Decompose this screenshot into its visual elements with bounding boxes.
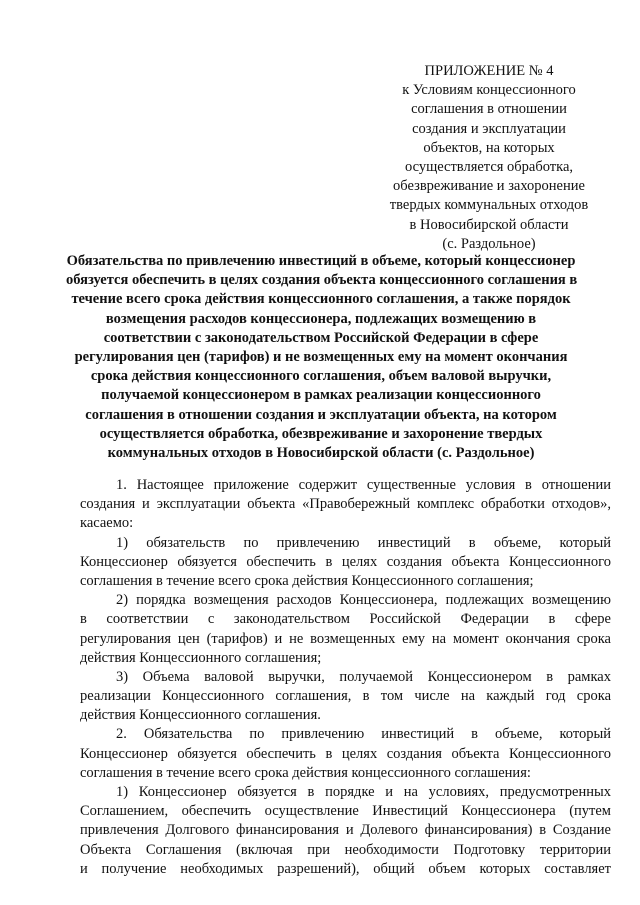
text-line: привлечения Долгового финансирования и Долевого финансирования) в Создание (80, 822, 611, 839)
text-line: Концессионер обязуется обеспечить в целях создания объекта Концессионного (80, 553, 611, 570)
title-line: течение всего срока действия концессионного соглашения, а также порядок (71, 291, 571, 308)
text-line: 2. Обязательства по привлечению инвестиций в объеме, который (116, 726, 611, 743)
paragraph-4 (80, 668, 611, 726)
document-title (66, 252, 576, 463)
text-line: касаемо: (80, 515, 134, 532)
title-line: возмещения расходов концессионера, подлежащих возмещению в (105, 310, 537, 327)
text-line: в соответствии с законодательством Российской Федерации в сфере (80, 611, 611, 628)
title-line: соглашения в отношении создания и эксплуатации объекта, на котором (85, 406, 557, 423)
paragraph-1 (80, 476, 611, 534)
paragraph-2 (80, 534, 611, 592)
title-line: обязуется обеспечить в целях создания объекта концессионного соглашения в (66, 272, 578, 289)
appendix-line: ПРИЛОЖЕНИЕ № 4 (424, 63, 554, 79)
text-line: создания и эксплуатации объекта «Правобережный комплекс обработки отходов», (80, 496, 611, 513)
text-line: 3) Объема валовой выручки, получаемой Концессионером в рамках (116, 668, 611, 685)
paragraph-3 (80, 591, 611, 668)
text-line: действия Концессионного соглашения; (80, 649, 322, 666)
text-line: 1. Настоящее приложение содержит существенные условия в отношении (116, 477, 611, 493)
text-line: соглашения в течение всего срока действия Концессионного соглашения; (80, 572, 534, 589)
text-line: регулирования цен (тарифов) и не возмещенных ему на момент окончания срока (80, 630, 611, 647)
document-body (80, 476, 611, 879)
text-line: 1) Концессионер обязуется в порядке и на условиях, предусмотренных (116, 784, 611, 800)
title-line: осуществляется обработка, обезвреживание и захоронение твердых (99, 425, 543, 442)
title-line: соответствии с законодательством Российской Федерации в сфере (103, 329, 539, 346)
appendix-line: в Новосибирской области (409, 216, 569, 233)
text-line: действия Концессионного соглашения. (80, 707, 321, 724)
appendix-line: осуществляется обработка, (404, 159, 574, 176)
appendix-header (380, 62, 598, 254)
text-line: реализации Концессионного соглашения, в том числе на каждый год срока (80, 688, 611, 705)
appendix-line: твердых коммунальных отходов (389, 197, 589, 214)
title-line: коммунальных отходов в Новосибирской области (с. Раздольное) (107, 445, 535, 462)
text-line: соглашения в течение всего срока действия концессионного соглашения: (80, 764, 531, 781)
text-line: и получение необходимых разрешений), общий объем которых составляет (80, 860, 611, 877)
title-line: Обязательства по привлечению инвестиций в объеме, который концессионер (66, 253, 576, 269)
appendix-line: объектов, на которых (423, 139, 555, 156)
paragraph-6 (80, 783, 611, 879)
text-line: 2) порядка возмещения расходов Концессионера, подлежащих возмещению (116, 592, 611, 609)
text-line: Концессионер обязуется обеспечить в целях создания объекта Концессионного (80, 745, 611, 762)
paragraph-5 (80, 725, 611, 783)
appendix-line: (с. Раздольное) (442, 235, 536, 252)
title-line: срока действия концессионного соглашения, объем валовой выручки, (90, 368, 552, 385)
text-line: Соглашением, обеспечить осуществление Инвестиций Концессионера (путем (80, 803, 611, 820)
appendix-line: обезвреживание и захоронение (393, 178, 585, 195)
text-line: 1) обязательств по привлечению инвестиций в объеме, который (116, 534, 611, 551)
appendix-line: к Условиям концессионного (402, 82, 576, 99)
text-line: Объекта Соглашения (включая при необходимости Подготовку территории (80, 841, 611, 858)
title-line: регулирования цен (тарифов) и не возмещенных ему на момент окончания (74, 349, 568, 366)
appendix-line: создания и эксплуатации (412, 120, 566, 137)
appendix-line: соглашения в отношении (411, 101, 567, 118)
title-line: получаемой концессионером в рамках реализации концессионного (101, 387, 541, 404)
